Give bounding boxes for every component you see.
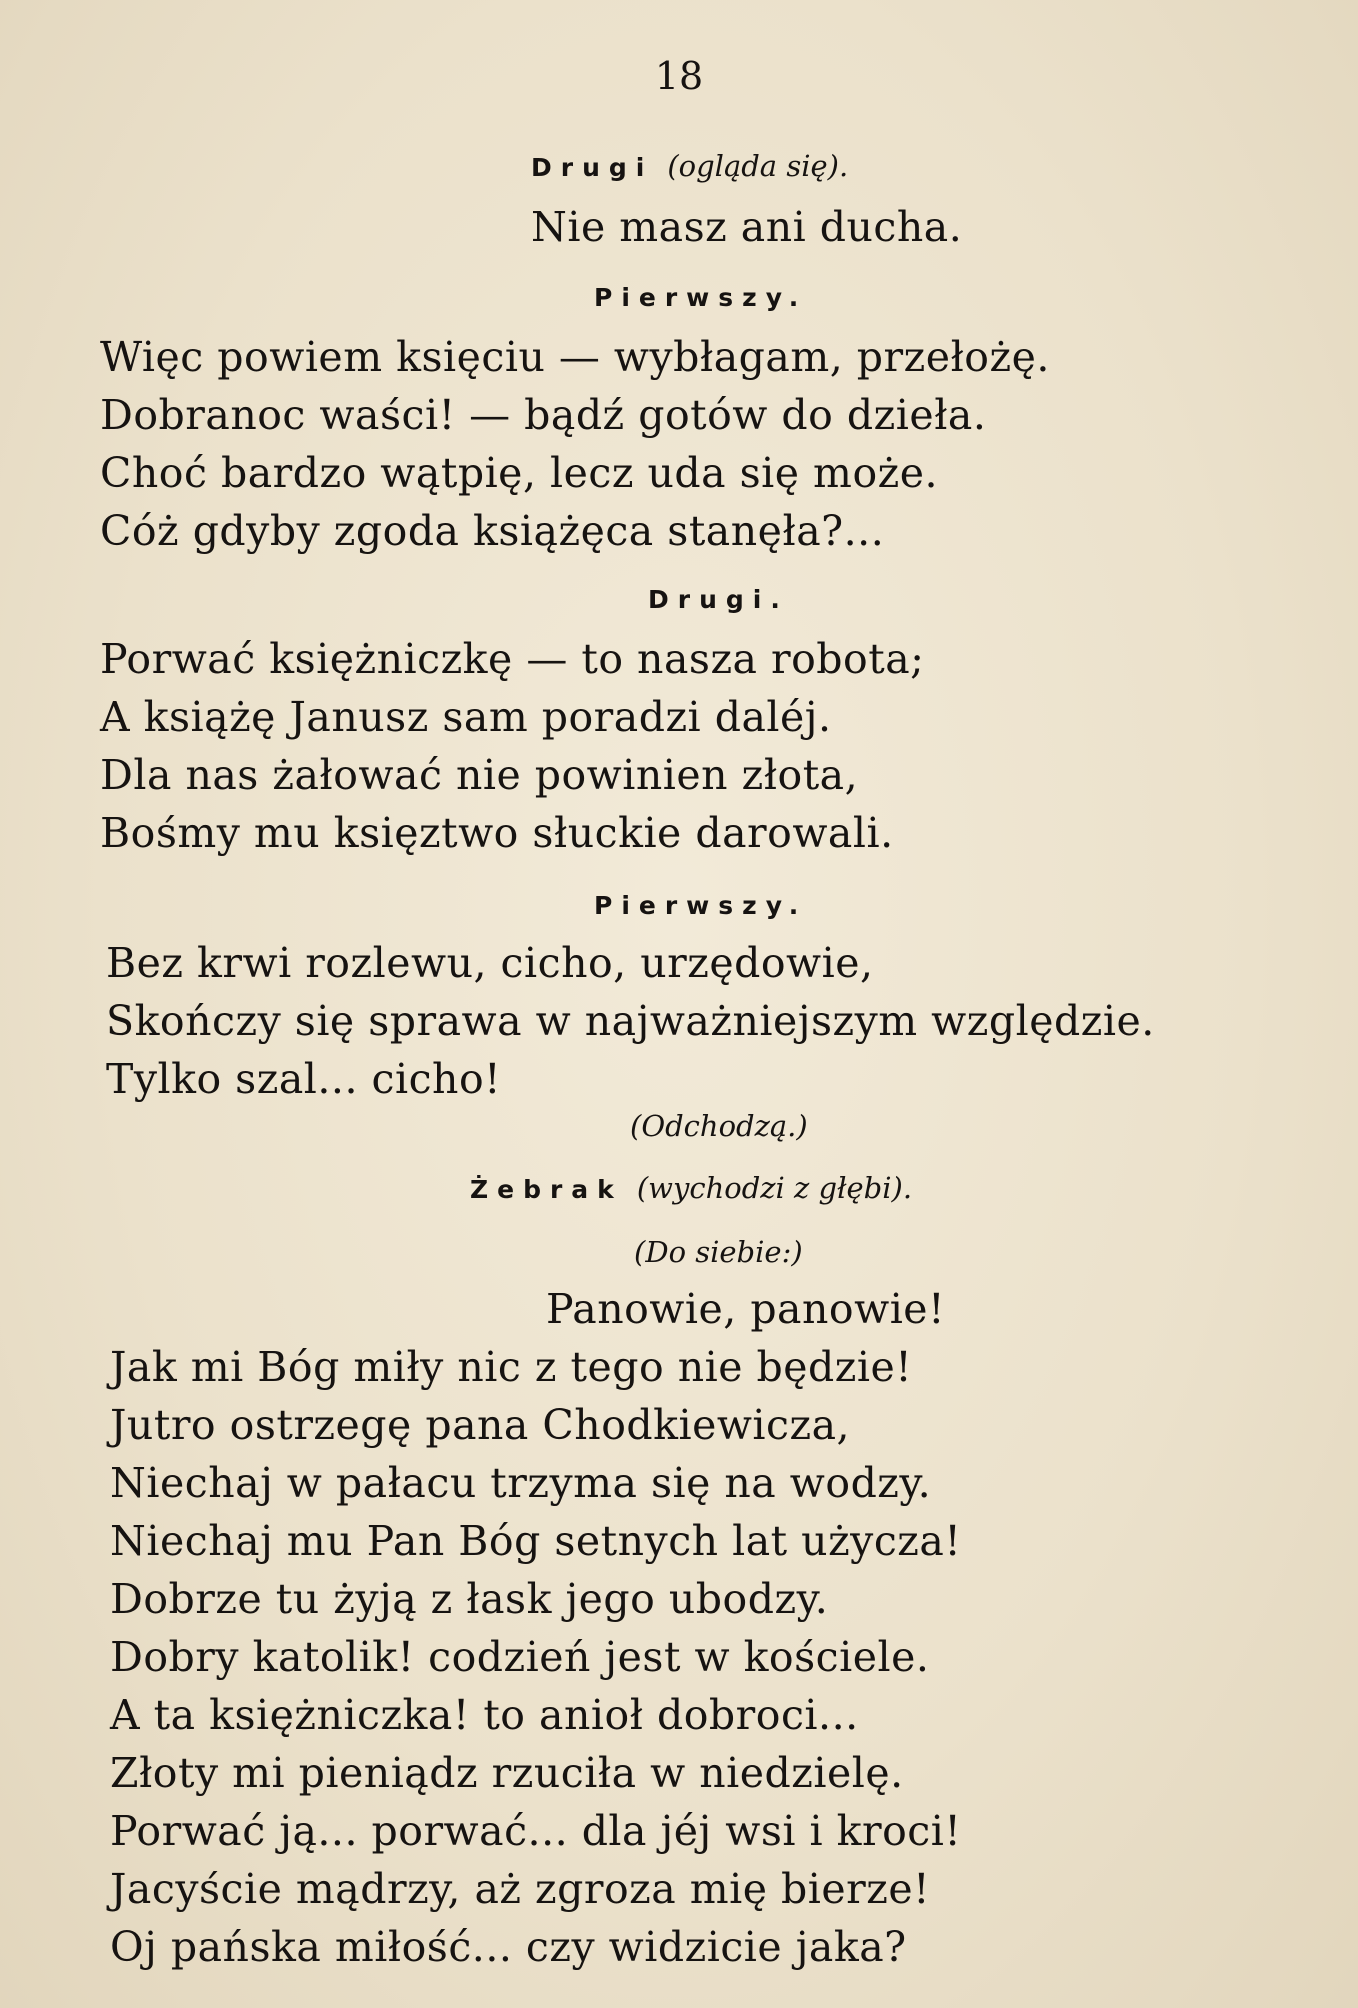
stage-direction: (wychodzi z głębi). xyxy=(636,1171,913,1205)
verse-line: A książę Janusz sam poradzi daléj. xyxy=(100,693,832,741)
verse-line: Jutro ostrzegę pana Chodkiewicza, xyxy=(110,1401,851,1449)
verse-line: Dobrze tu żyją z łask jego ubodzy. xyxy=(110,1575,829,1623)
verse-line: Porwać księżniczkę — to nasza robota; xyxy=(100,635,925,683)
verse-line: Więc powiem księciu — wybłagam, przełożę. xyxy=(100,333,1050,381)
page-number: 18 xyxy=(654,54,704,98)
verse-line: Bez krwi rozlewu, cicho, urzędowie, xyxy=(106,939,874,987)
verse-line: Porwać ją... porwać... dla jéj wsi i kroci! xyxy=(110,1807,962,1855)
stage-direction: (Odchodzą.) xyxy=(630,1109,808,1143)
verse-line: Nie masz ani ducha. xyxy=(531,203,963,251)
speaker-name: Pierwszy. xyxy=(594,283,808,312)
verse-line: Jacyście mądrzy, aż zgroza mię bierze! xyxy=(110,1865,931,1913)
verse-line: Choć bardzo wątpię, lecz uda się może. xyxy=(100,449,939,497)
verse-line: Złoty mi pieniądz rzuciła w niedzielę. xyxy=(110,1749,904,1797)
verse-line: Tylko szal... cicho! xyxy=(106,1055,502,1103)
verse-line: Oj pańska miłość... czy widzicie jaka? xyxy=(110,1923,907,1971)
speaker-name: Żebrak xyxy=(470,1175,623,1204)
speaker-name: Drugi xyxy=(531,153,654,182)
verse-line: Niechaj mu Pan Bóg setnych lat użycza! xyxy=(110,1517,962,1565)
speaker-heading xyxy=(531,146,848,191)
verse-line: Panowie, panowie! xyxy=(546,1285,946,1333)
verse-line: Dla nas żałować nie powinien złota, xyxy=(100,751,859,799)
verse-line: Bośmy mu księztwo słuckie darowali. xyxy=(100,809,894,857)
verse-line: A ta księżniczka! to anioł dobroci... xyxy=(110,1691,859,1739)
stage-direction: (Do siebie:) xyxy=(634,1235,803,1269)
stage-direction: (ogląda się). xyxy=(667,149,849,183)
verse-line: Niechaj w pałacu trzyma się na wodzy. xyxy=(110,1459,932,1507)
verse-line: Jak mi Bóg miły nic z tego nie będzie! xyxy=(110,1343,913,1391)
speaker-heading xyxy=(470,1168,912,1213)
verse-line: Dobranoc waści! — bądź gotów do dzieła. xyxy=(100,391,987,439)
speaker-name: Pierwszy. xyxy=(594,891,808,920)
verse-line: Dobry katolik! codzień jest w kościele. xyxy=(110,1633,930,1681)
verse-line: Cóż gdyby zgoda książęca stanęła?... xyxy=(100,507,885,555)
speaker-name: Drugi. xyxy=(648,585,789,614)
verse-line: Skończy się sprawa w najważniejszym względzie. xyxy=(106,997,1155,1045)
